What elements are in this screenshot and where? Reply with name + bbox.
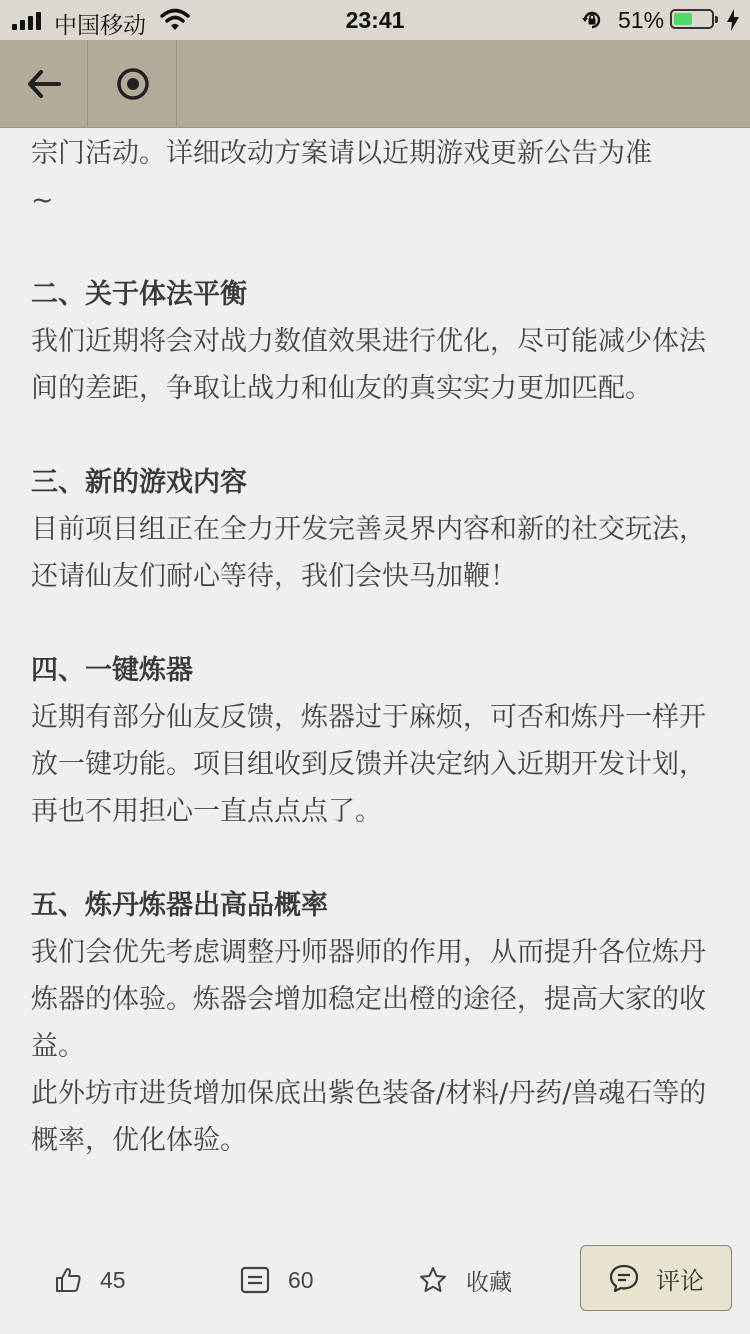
section-body-market-rate: 此外坊市进货增加保底出紫色装备/材料/丹药/兽魂石等的概率，优化体验。 [31, 1078, 707, 1156]
target-icon [115, 66, 151, 102]
section-heading-balance: 二、关于体法平衡 [31, 279, 247, 310]
back-button[interactable] [0, 40, 88, 127]
write-comment-button[interactable] [580, 1245, 732, 1311]
section-body-one-click-refine: 近期有部分仙友反馈，炼器过于麻烦，可否和炼丹一样开放一键功能。项目组收到反馈并决定纳入近期开发计划，再也不用担心一直点点点了。 [31, 702, 706, 827]
section-body-high-quality-rate: 我们会优先考虑调整丹师器师的作用，从而提升各位炼丹炼器的体验。炼器会增加稳定出橙的途径，提高大家的收益。 [31, 937, 706, 1062]
section-heading-one-click-refine: 四、一键炼器 [31, 655, 193, 686]
status-bar [0, 0, 750, 40]
favorite-button[interactable] [418, 1260, 512, 1300]
favorite-label: 收藏 [466, 1268, 512, 1295]
article-intro-tilde: ~ [31, 185, 54, 216]
article-body [31, 130, 721, 1164]
like-count: 45 [100, 1266, 126, 1293]
comment-count-button[interactable] [240, 1260, 314, 1300]
toolbar [0, 40, 750, 128]
section-body-balance: 我们近期将会对战力数值效果进行优化，尽可能减少体法间的差距，争取让战力和仙友的真实实力更加匹配。 [31, 326, 706, 404]
clock: 23:41 [345, 7, 405, 33]
back-arrow-icon [26, 69, 62, 99]
battery-icon [670, 9, 714, 29]
rotation-lock-icon [580, 8, 604, 38]
comment-list-icon [240, 1266, 270, 1294]
like-button[interactable] [54, 1260, 126, 1300]
chat-bubble-icon [608, 1263, 640, 1293]
thumbs-up-icon [54, 1266, 82, 1294]
battery-fill [674, 13, 692, 25]
action-bar [0, 1232, 750, 1334]
article-intro-line: 宗门活动。详细改动方案请以近期游戏更新公告为准 [31, 138, 652, 169]
charging-bolt-icon [726, 8, 740, 38]
write-comment-label: 评论 [656, 1266, 704, 1295]
target-button[interactable] [89, 40, 177, 127]
section-heading-high-quality-rate: 五、炼丹炼器出高品概率 [31, 890, 328, 921]
section-heading-new-content: 三、新的游戏内容 [31, 467, 247, 498]
star-icon [418, 1266, 448, 1294]
section-body-new-content: 目前项目组正在全力开发完善灵界内容和新的社交玩法，还请仙友们耐心等待，我们会快马加鞭！ [31, 514, 706, 592]
comment-count: 60 [288, 1266, 314, 1293]
battery-percent: 51% [618, 7, 665, 33]
carrier-name: 中国移动 [54, 12, 146, 38]
